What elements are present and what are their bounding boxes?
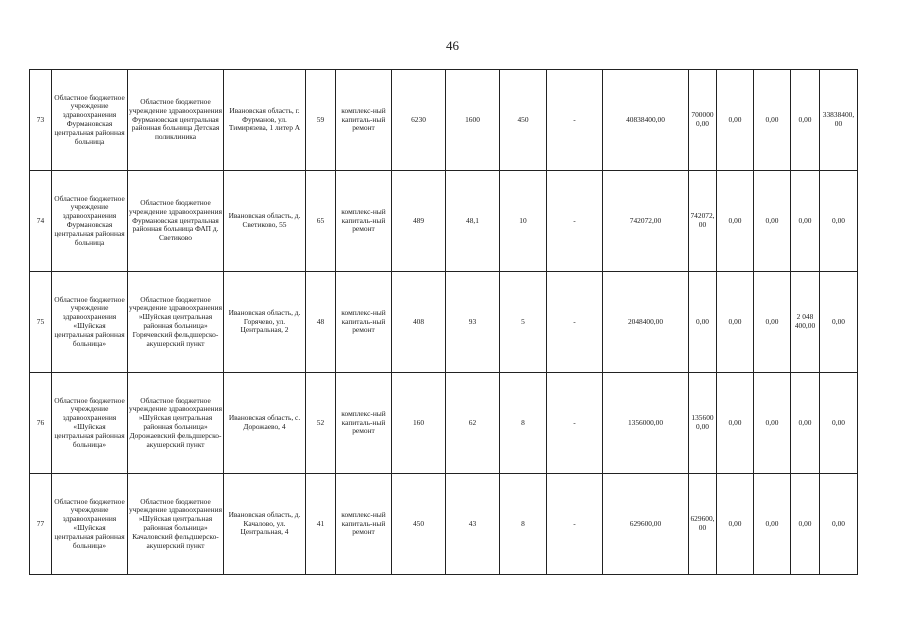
- value-cell-4: -: [547, 373, 603, 474]
- value-cell-4: -: [547, 171, 603, 272]
- value-cell-4: -: [547, 272, 603, 373]
- funding-cell-2: 0,00: [717, 70, 754, 171]
- total-cost-cell: 40838400,00: [603, 70, 689, 171]
- year-cell: 59: [306, 70, 336, 171]
- table-row: [30, 272, 858, 373]
- address-cell: Ивановская область, д. Горячево, ул. Центральная, 2: [224, 272, 306, 373]
- address-cell: Ивановская область, д. Качалово, ул. Центральная, 4: [224, 474, 306, 575]
- value-cell-1: 6230: [392, 70, 446, 171]
- owner-cell: Областное бюджетное учреждение здравоохранения Фурмановская центральная районная больница: [52, 70, 128, 171]
- value-cell-1: 160: [392, 373, 446, 474]
- funding-cell-5: 0,00: [820, 373, 858, 474]
- work-type-cell: комплекс-ный капиталь-ный ремонт: [336, 373, 392, 474]
- value-cell-4: -: [547, 70, 603, 171]
- value-cell-2: 43: [446, 474, 500, 575]
- year-cell: 52: [306, 373, 336, 474]
- funding-cell-2: 0,00: [717, 171, 754, 272]
- object-cell: Областное бюджетное учреждение здравоохранения »Шуйская центральная районная больница» Качаловский фельдшерско-акушерский пункт: [128, 474, 224, 575]
- funding-cell-4: 0,00: [791, 373, 820, 474]
- funding-cell-4: 0,00: [791, 474, 820, 575]
- work-type-cell: комплекс-ный капиталь-ный ремонт: [336, 171, 392, 272]
- row-number-cell: 75: [30, 272, 52, 373]
- value-cell-2: 1600: [446, 70, 500, 171]
- address-cell: Ивановская область, д. Светиково, 55: [224, 171, 306, 272]
- table-row: [30, 373, 858, 474]
- value-cell-4: -: [547, 474, 603, 575]
- object-cell: Областное бюджетное учреждение здравоохранения Фурмановская центральная районная больница Детская поликлиника: [128, 70, 224, 171]
- page-number: 46: [446, 38, 459, 53]
- value-cell-2: 62: [446, 373, 500, 474]
- total-cost-cell: 1356000,00: [603, 373, 689, 474]
- address-cell: Ивановская область, с. Дорожаево, 4: [224, 373, 306, 474]
- owner-cell: Областное бюджетное учреждение здравоохранения «Шуйская центральная районная больница»: [52, 474, 128, 575]
- funding-cell-5: 33838400,00: [820, 70, 858, 171]
- row-number-cell: 74: [30, 171, 52, 272]
- funding-cell-3: 0,00: [754, 474, 791, 575]
- value-cell-3: 450: [500, 70, 547, 171]
- value-cell-1: 408: [392, 272, 446, 373]
- value-cell-3: 10: [500, 171, 547, 272]
- value-cell-2: 48,1: [446, 171, 500, 272]
- total-cost-cell: 2048400,00: [603, 272, 689, 373]
- object-cell: Областное бюджетное учреждение здравоохранения »Шуйская центральная районная больница» Горячевский фельдшерско-акушерский пункт: [128, 272, 224, 373]
- row-number-cell: 76: [30, 373, 52, 474]
- year-cell: 65: [306, 171, 336, 272]
- year-cell: 48: [306, 272, 336, 373]
- funding-cell-3: 0,00: [754, 171, 791, 272]
- owner-cell: Областное бюджетное учреждение здравоохранения «Шуйская центральная районная больница»: [52, 373, 128, 474]
- table-row: [30, 70, 858, 171]
- table-row: [30, 474, 858, 575]
- funding-cell-4: 0,00: [791, 171, 820, 272]
- work-type-cell: комплекс-ный капиталь-ный ремонт: [336, 70, 392, 171]
- funding-cell-4: 0,00: [791, 70, 820, 171]
- total-cost-cell: 742072,00: [603, 171, 689, 272]
- row-number-cell: 73: [30, 70, 52, 171]
- owner-cell: Областное бюджетное учреждение здравоохранения Фурмановская центральная районная больница: [52, 171, 128, 272]
- funding-cell-2: 0,00: [717, 474, 754, 575]
- work-type-cell: комплекс-ный капиталь-ный ремонт: [336, 272, 392, 373]
- funding-cell-5: 0,00: [820, 171, 858, 272]
- funding-cell-1: 1356000,00: [689, 373, 717, 474]
- year-cell: 41: [306, 474, 336, 575]
- funding-cell-1: 742072,00: [689, 171, 717, 272]
- value-cell-3: 5: [500, 272, 547, 373]
- owner-cell: Областное бюджетное учреждение здравоохранения «Шуйская центральная районная больница»: [52, 272, 128, 373]
- object-cell: Областное бюджетное учреждение здравоохранения Фурмановская центральная районная больница ФАП д. Светиково: [128, 171, 224, 272]
- funding-cell-3: 0,00: [754, 70, 791, 171]
- funding-cell-2: 0,00: [717, 272, 754, 373]
- repair-program-table: [29, 69, 858, 575]
- value-cell-1: 489: [392, 171, 446, 272]
- funding-cell-1: 0,00: [689, 272, 717, 373]
- funding-cell-2: 0,00: [717, 373, 754, 474]
- row-number-cell: 77: [30, 474, 52, 575]
- funding-cell-1: 7000000,00: [689, 70, 717, 171]
- address-cell: Ивановская область, г. Фурманов, ул. Тимирязева, 1 литер А: [224, 70, 306, 171]
- funding-cell-4: 2 048 400,00: [791, 272, 820, 373]
- funding-cell-1: 629600,00: [689, 474, 717, 575]
- total-cost-cell: 629600,00: [603, 474, 689, 575]
- value-cell-3: 8: [500, 474, 547, 575]
- table-row: [30, 171, 858, 272]
- funding-cell-5: 0,00: [820, 474, 858, 575]
- work-type-cell: комплекс-ный капиталь-ный ремонт: [336, 474, 392, 575]
- value-cell-3: 8: [500, 373, 547, 474]
- value-cell-2: 93: [446, 272, 500, 373]
- funding-cell-5: 0,00: [820, 272, 858, 373]
- object-cell: Областное бюджетное учреждение здравоохранения »Шуйская центральная районная больница» Дорожаевский фельдшерско-акушерский пункт: [128, 373, 224, 474]
- value-cell-1: 450: [392, 474, 446, 575]
- funding-cell-3: 0,00: [754, 272, 791, 373]
- funding-cell-3: 0,00: [754, 373, 791, 474]
